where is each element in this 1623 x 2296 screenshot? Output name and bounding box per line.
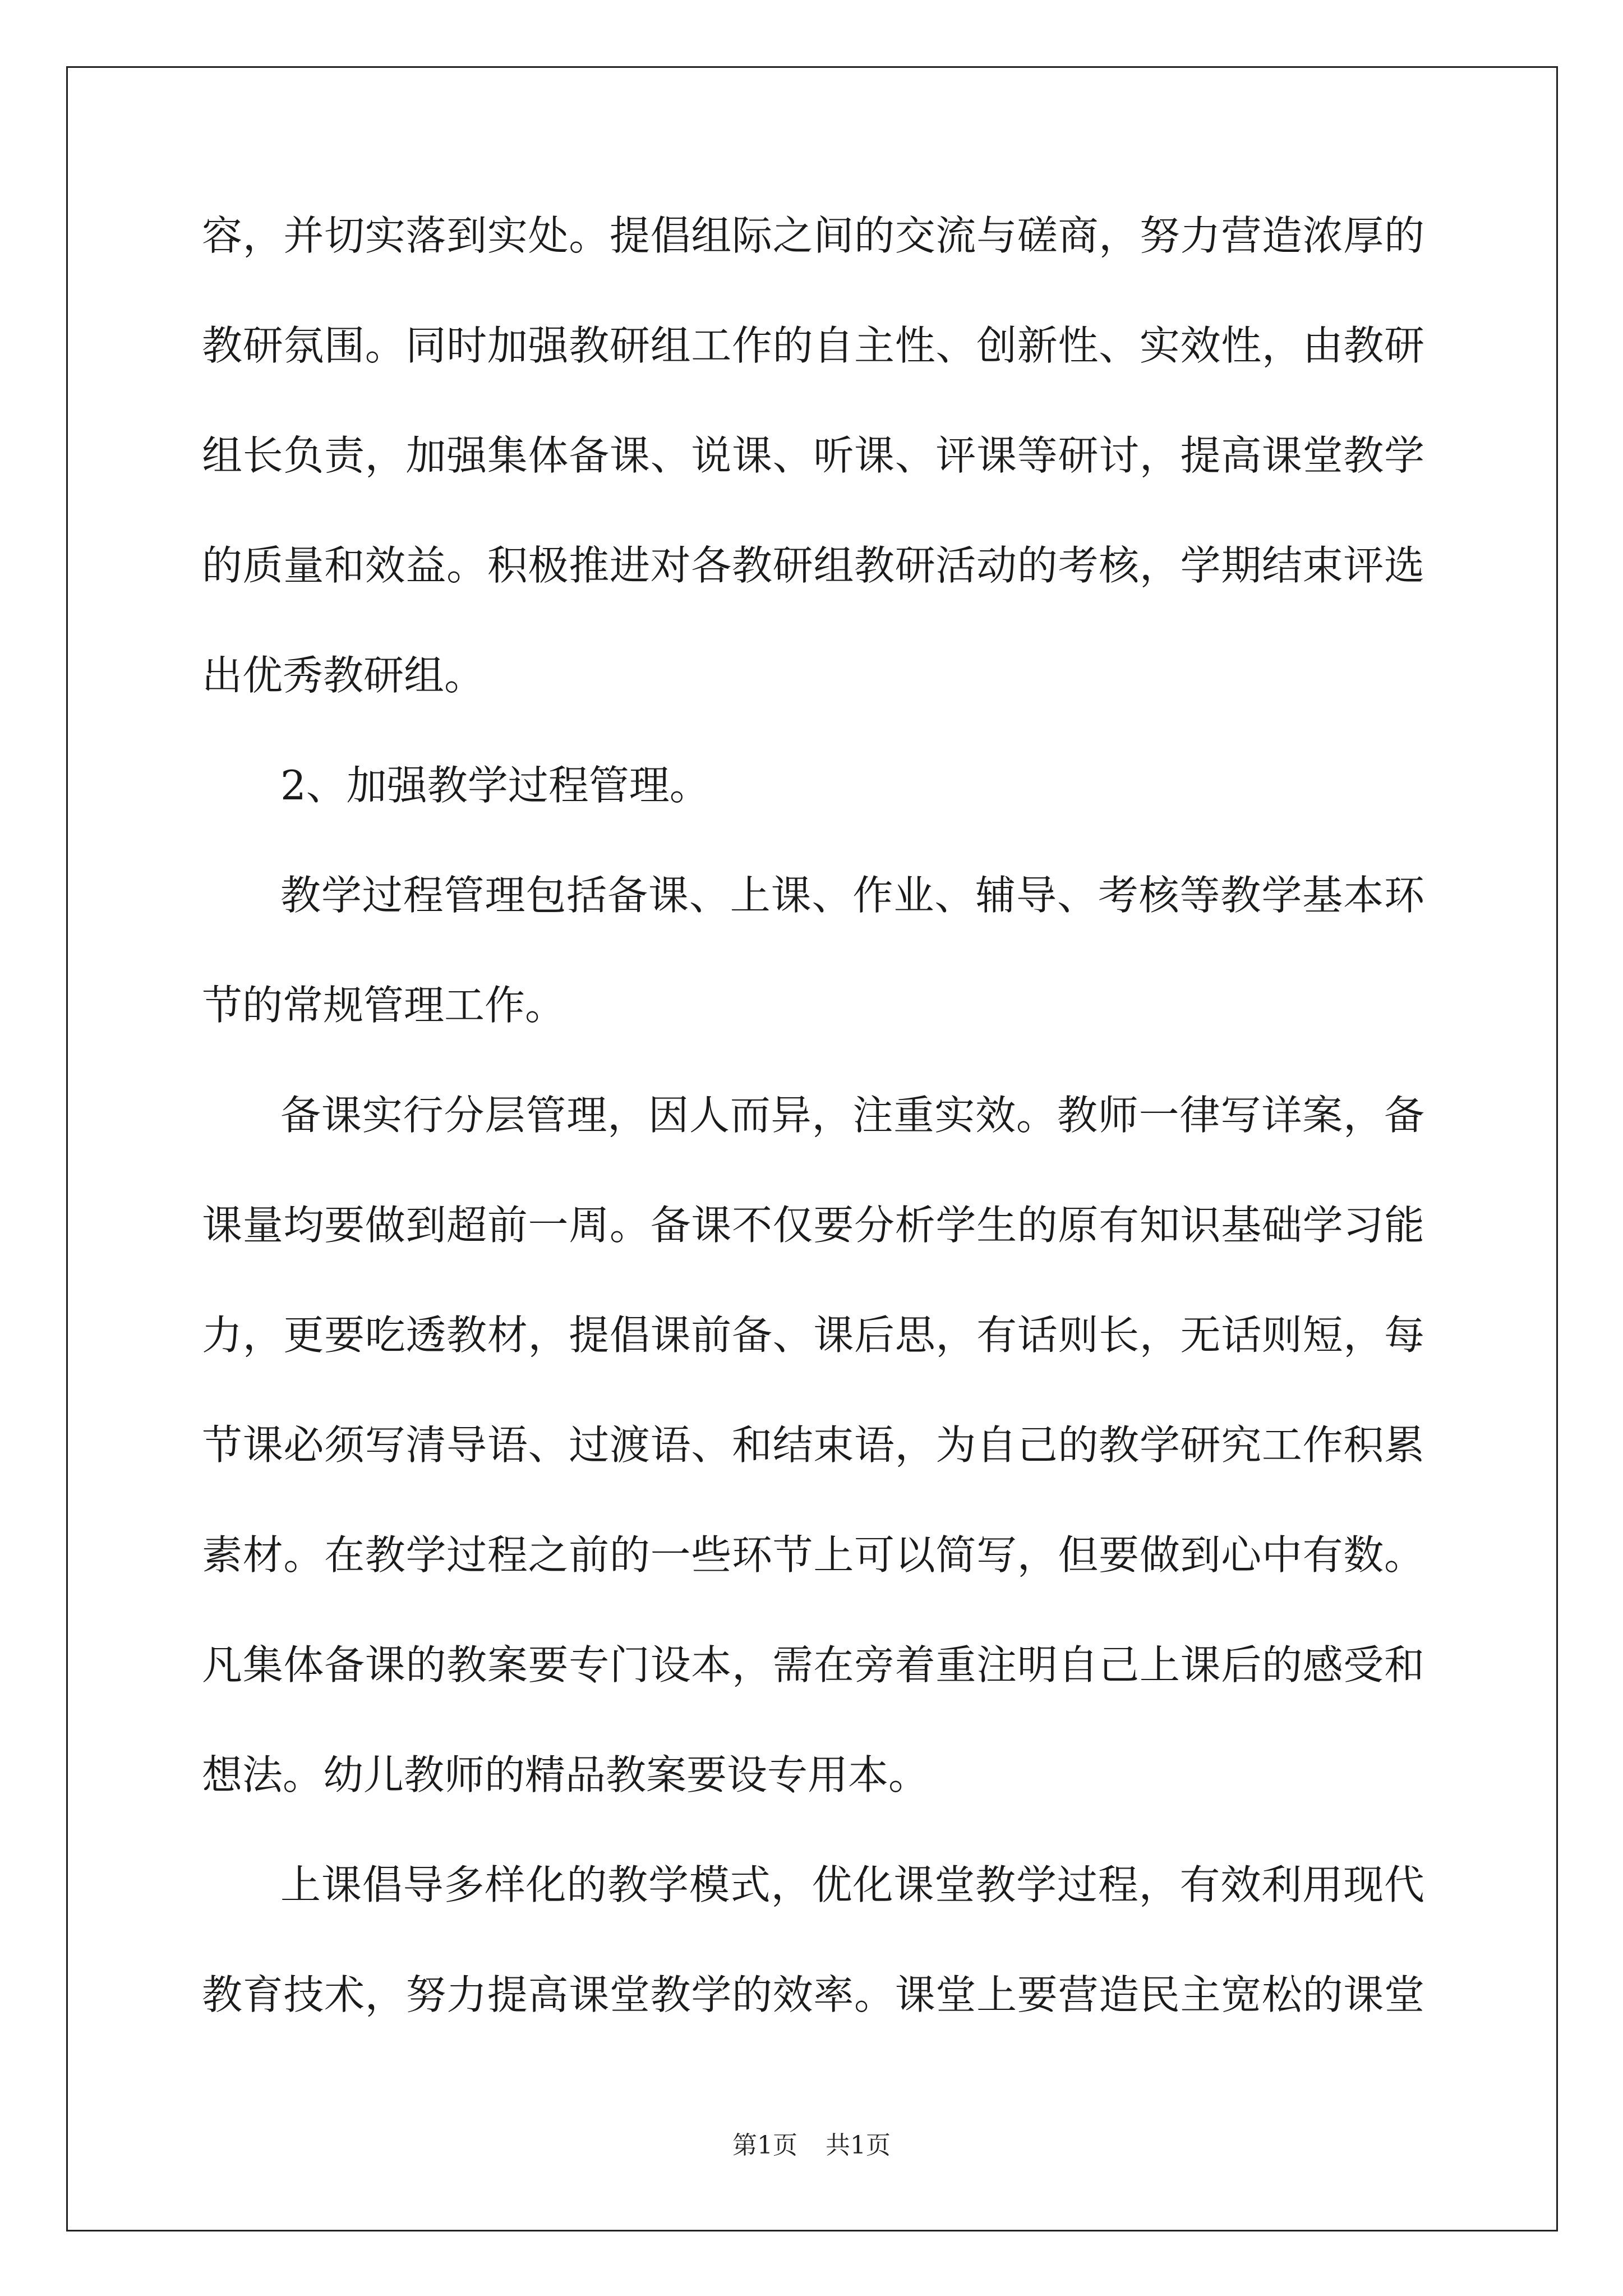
text-line: 节课必须写清导语、过渡语、和结束语，为自己的教学研究工作积累 — [202, 1421, 1424, 1469]
text-line: 容，并切实落到实处。提倡组际之间的交流与磋商，努力营造浓厚的 — [202, 212, 1424, 259]
text-line: 出优秀教研组。 — [202, 652, 485, 699]
document-body — [202, 208, 1424, 2077]
text-line: 组长负责，加强集体备课、说课、听课、评课等研讨，提高课堂教学 — [202, 432, 1424, 479]
page-total: 共1页 — [826, 2131, 891, 2160]
text-line: 教学过程管理包括备课、上课、作业、辅导、考核等教学基本环 — [280, 872, 1424, 919]
text-line: 教研氛围。同时加强教研组工作的自主性、创新性、实效性，由教研 — [202, 322, 1424, 369]
text-line: 素材。在教学过程之前的一些环节上可以简写，但要做到心中有数。 — [202, 1531, 1424, 1579]
text-line: 的质量和效益。积极推进对各教研组教研活动的考核，学期结束评选 — [202, 542, 1424, 589]
text-line: 想法。幼儿教师的精品教案要设专用本。 — [202, 1751, 929, 1798]
text-line: 凡集体备课的教案要专门设本，需在旁着重注明自己上课后的感受和 — [202, 1641, 1424, 1688]
page-footer — [0, 2129, 1623, 2162]
text-line: 教育技术，努力提高课堂教学的效率。课堂上要营造民主宽松的课堂 — [202, 1971, 1424, 2018]
text-line: 力，更要吃透教材，提倡课前备、课后思，有话则长，无话则短，每 — [202, 1312, 1424, 1359]
text-line: 备课实行分层管理，因人而异，注重实效。教师一律写详案，备 — [280, 1092, 1424, 1139]
text-line: 课量均要做到超前一周。备课不仅要分析学生的原有知识基础学习能 — [202, 1202, 1424, 1249]
page-number: 第1页 — [732, 2131, 797, 2160]
text-line: 上课倡导多样化的教学模式，优化课堂教学过程，有效利用现代 — [280, 1861, 1424, 1908]
section-heading: 2、加强教学过程管理。 — [280, 762, 710, 809]
text-line: 节的常规管理工作。 — [202, 982, 566, 1029]
